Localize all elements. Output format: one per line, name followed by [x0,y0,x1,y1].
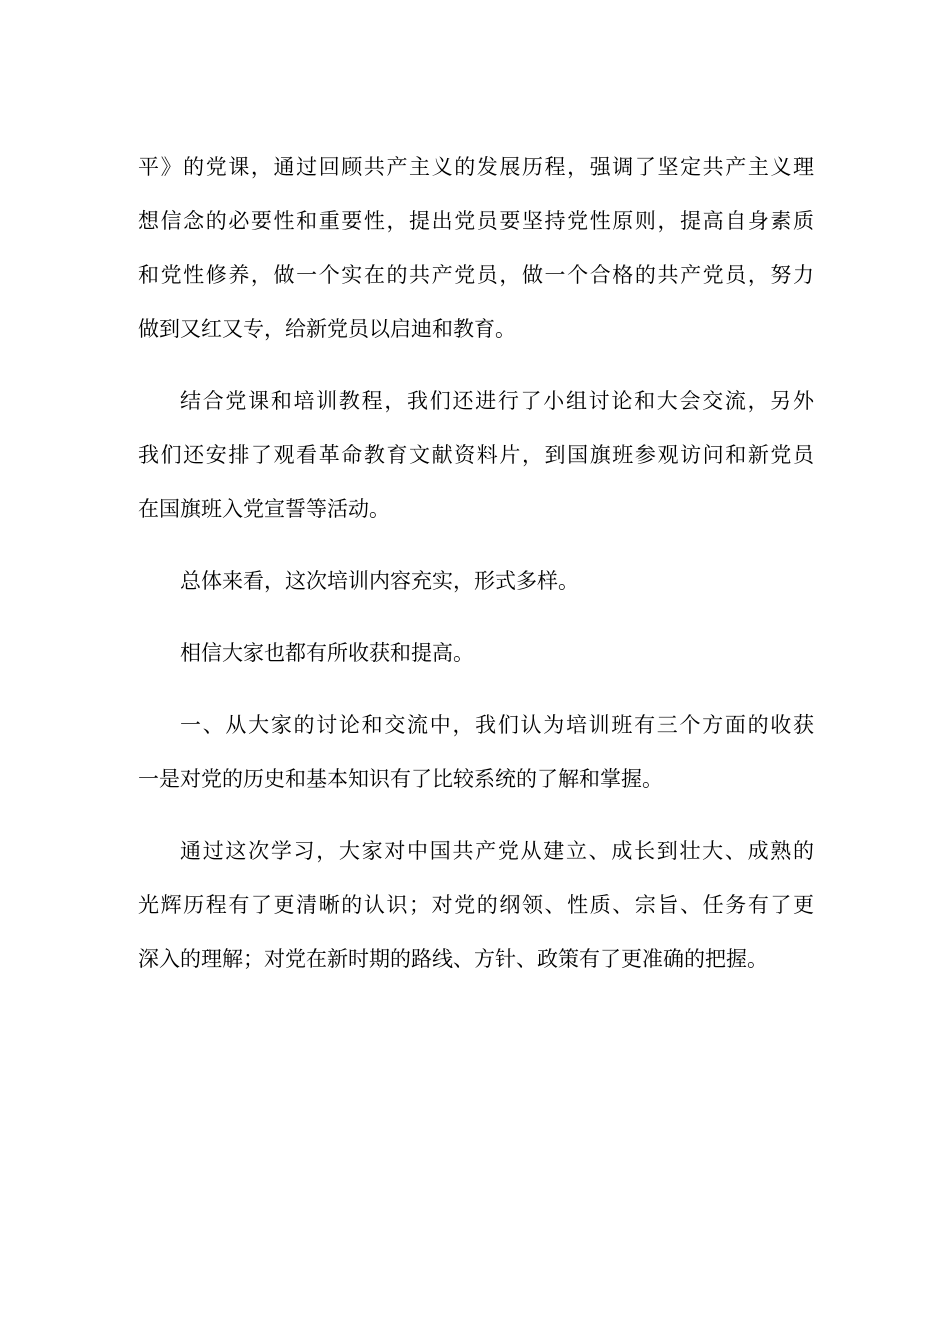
text-line: 在国旗班入党宣誓等活动。 [138,497,390,521]
text-line: 光辉历程有了更清晰的认识；对党的纲领、性质、宗旨、任务有了更 [138,893,814,917]
paragraph-gap [138,536,814,554]
paragraph-4 [138,626,814,680]
text-line: 和党性修养，做一个实在的共产党员，做一个合格的共产党员，努力 [138,263,814,287]
paragraph-1 [138,140,814,356]
paragraph-gap [138,356,814,374]
text-line: 结合党课和培训教程，我们还进行了小组讨论和大会交流，另外 [180,389,814,413]
paragraph-gap [138,806,814,824]
document-body [138,140,814,986]
paragraph-3 [138,554,814,608]
paragraph-gap [138,608,814,626]
text-line: 相信大家也都有所收获和提高。 [180,641,474,665]
paragraph-5 [138,698,814,806]
text-line: 想信念的必要性和重要性，提出党员要坚持党性原则，提高自身素质 [138,209,814,233]
paragraph-6 [138,824,814,986]
text-line: 一、从大家的讨论和交流中，我们认为培训班有三个方面的收获 [180,713,814,737]
text-line: 平》的党课，通过回顾共产主义的发展历程，强调了坚定共产主义理 [138,155,814,179]
text-line: 做到又红又专，给新党员以启迪和教育。 [138,317,516,341]
paragraph-gap [138,680,814,698]
text-line: 通过这次学习，大家对中国共产党从建立、成长到壮大、成熟的 [180,839,814,863]
text-line: 总体来看，这次培训内容充实，形式多样。 [180,569,579,593]
text-line: 我们还安排了观看革命教育文献资料片，到国旗班参观访问和新党员 [138,443,814,467]
paragraph-2 [138,374,814,536]
text-line: 一是对党的历史和基本知识有了比较系统的了解和掌握。 [138,767,663,791]
text-line: 深入的理解；对党在新时期的路线、方针、政策有了更准确的把握。 [138,947,768,971]
